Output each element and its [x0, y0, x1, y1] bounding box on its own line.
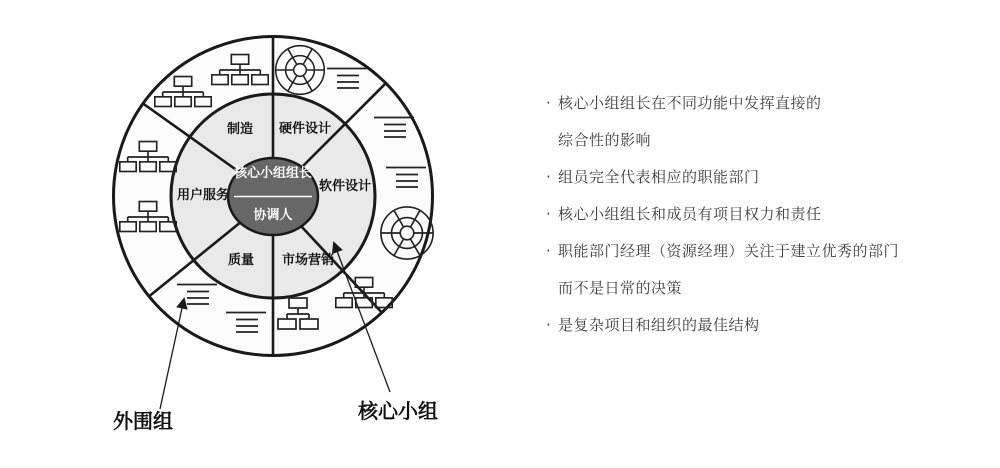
bullet-text: 核心小组组长和成员有项目权力和责任 [558, 205, 822, 223]
sector-label-hardware-design: 硬件设计 [278, 121, 332, 137]
bullet-text: 组员完全代表相应的职能部门 [558, 168, 760, 186]
bullet-row [546, 269, 976, 306]
bullet-text: 而不是日常的决策 [558, 279, 683, 297]
bullet-text: 职能部门经理（资源经理）关注于建立优秀的部门 [558, 242, 900, 260]
bullet-marker: · [546, 93, 551, 112]
bullet-text: 是复杂项目和组织的最佳结构 [558, 316, 760, 334]
bullet-row [546, 195, 976, 232]
sector-label-quality: 质量 [227, 253, 255, 268]
bullet-list [546, 84, 976, 343]
bullet-row [546, 232, 976, 269]
callout-peripheral-group: 外围组 [113, 409, 173, 433]
bullet-marker: · [546, 167, 551, 186]
bullet-text: 核心小组组长在不同功能中发挥直接的 [558, 94, 822, 112]
bullet-row [546, 158, 976, 195]
sector-label-manufacturing: 制造 [226, 122, 254, 137]
center-label-coordinator: 协调人 [253, 208, 293, 223]
bullet-marker: · [546, 315, 551, 334]
bullet-marker: · [546, 204, 551, 223]
bullet-row [546, 121, 976, 158]
bullet-text: 综合性的影响 [558, 131, 652, 149]
callout-core-team: 核心小组 [358, 399, 438, 423]
sector-label-software-design: 软件设计 [318, 179, 372, 194]
center-label-leader: 核心小组组长 [233, 166, 313, 181]
sector-label-customer-service: 用户服务 [176, 188, 230, 203]
bullet-marker: · [546, 241, 551, 260]
bullet-row [546, 84, 976, 121]
sector-label-marketing: 市场营销 [281, 253, 335, 268]
bullet-row [546, 306, 976, 343]
